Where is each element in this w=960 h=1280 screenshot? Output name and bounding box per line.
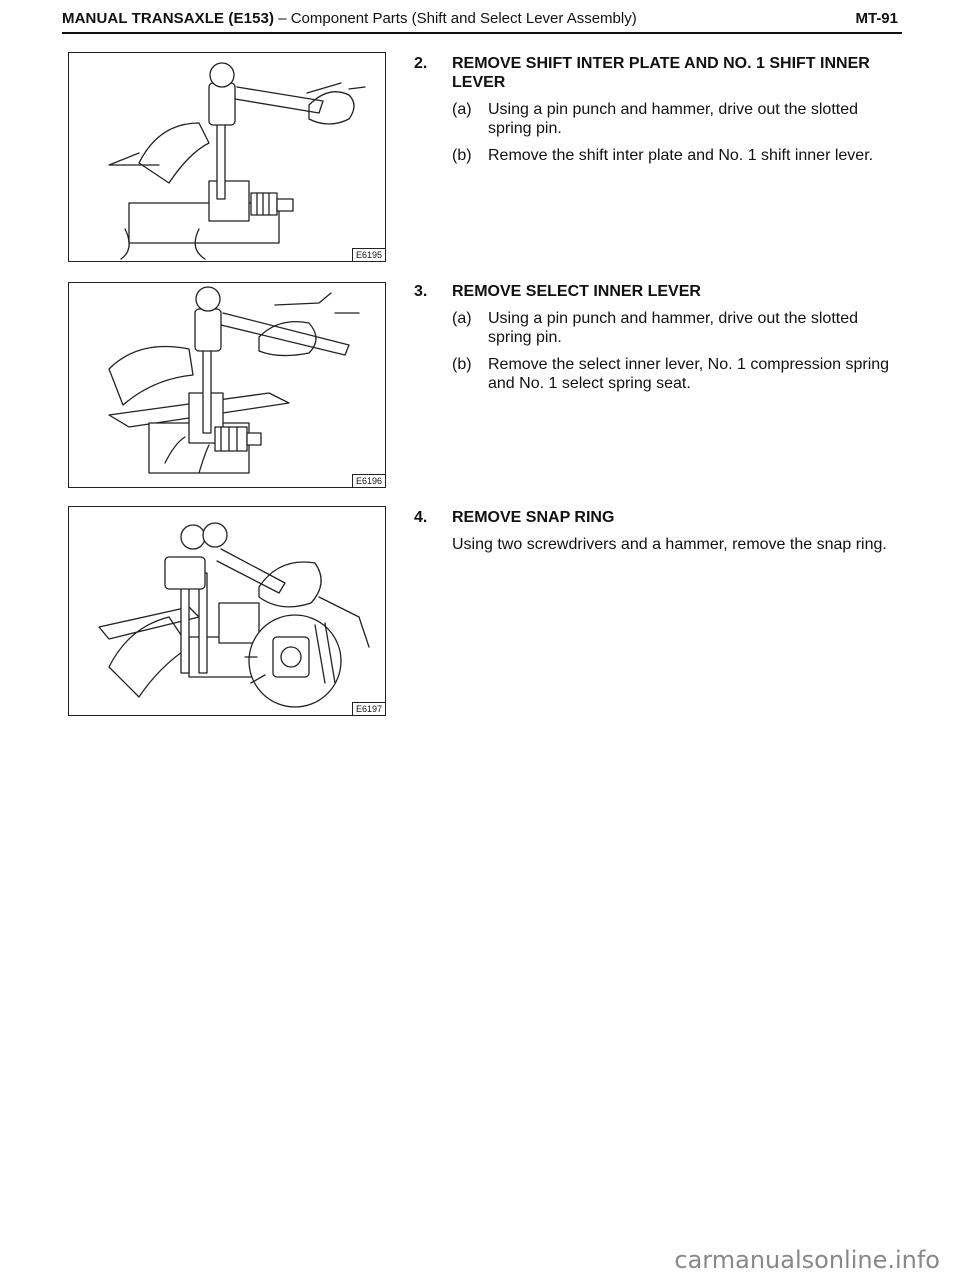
step-heading: REMOVE SHIFT INTER PLATE AND NO. 1 SHIFT INNER LEVER xyxy=(452,55,870,91)
substep-text: Using a pin punch and hammer, drive out the slotted spring pin. xyxy=(488,101,858,137)
step-2 xyxy=(414,54,894,165)
substep-text: Remove the select inner lever, No. 1 compression spring and No. 1 select spring seat. xyxy=(488,356,890,392)
step-substep xyxy=(452,355,894,393)
substep-text: Using a pin punch and hammer, drive out the slotted spring pin. xyxy=(488,310,858,346)
hammer-pin-punch-vise-illustration xyxy=(69,283,385,487)
substep-letter: (a) xyxy=(452,101,472,118)
step-paragraph: Using two screwdrivers and a hammer, remove the snap ring. xyxy=(452,536,887,553)
page-number: MT-91 xyxy=(855,10,898,27)
figure-2 xyxy=(68,282,386,488)
substep-letter: (b) xyxy=(452,147,472,164)
figure-3 xyxy=(68,506,386,716)
hammer-pin-punch-illustration xyxy=(69,53,385,261)
substep-text: Remove the shift inter plate and No. 1 shift inner lever. xyxy=(488,147,874,164)
step-4 xyxy=(414,508,894,554)
step-substep xyxy=(452,100,894,138)
substep-letter: (a) xyxy=(452,310,472,327)
figure-code: E6196 xyxy=(352,474,385,487)
header-title: MANUAL TRANSAXLE (E153) xyxy=(62,10,275,27)
watermark: carmanualsonline.info xyxy=(674,1246,940,1274)
step-substep xyxy=(452,309,894,347)
figure-1 xyxy=(68,52,386,262)
step-heading: REMOVE SELECT INNER LEVER xyxy=(452,283,701,300)
step-number: 2. xyxy=(414,55,428,72)
step-number: 3. xyxy=(414,283,428,300)
step-substep xyxy=(452,146,894,165)
header-subtitle: – Component Parts (Shift and Select Lever Assembly) xyxy=(274,10,637,27)
step-heading: REMOVE SNAP RING xyxy=(452,509,615,526)
substep-letter: (b) xyxy=(452,356,472,373)
screwdrivers-snap-ring-illustration xyxy=(69,507,385,715)
step-3 xyxy=(414,282,894,393)
figure-code: E6197 xyxy=(352,702,385,715)
figure-code: E6195 xyxy=(352,248,385,261)
page-header xyxy=(62,8,902,34)
step-number: 4. xyxy=(414,509,428,526)
